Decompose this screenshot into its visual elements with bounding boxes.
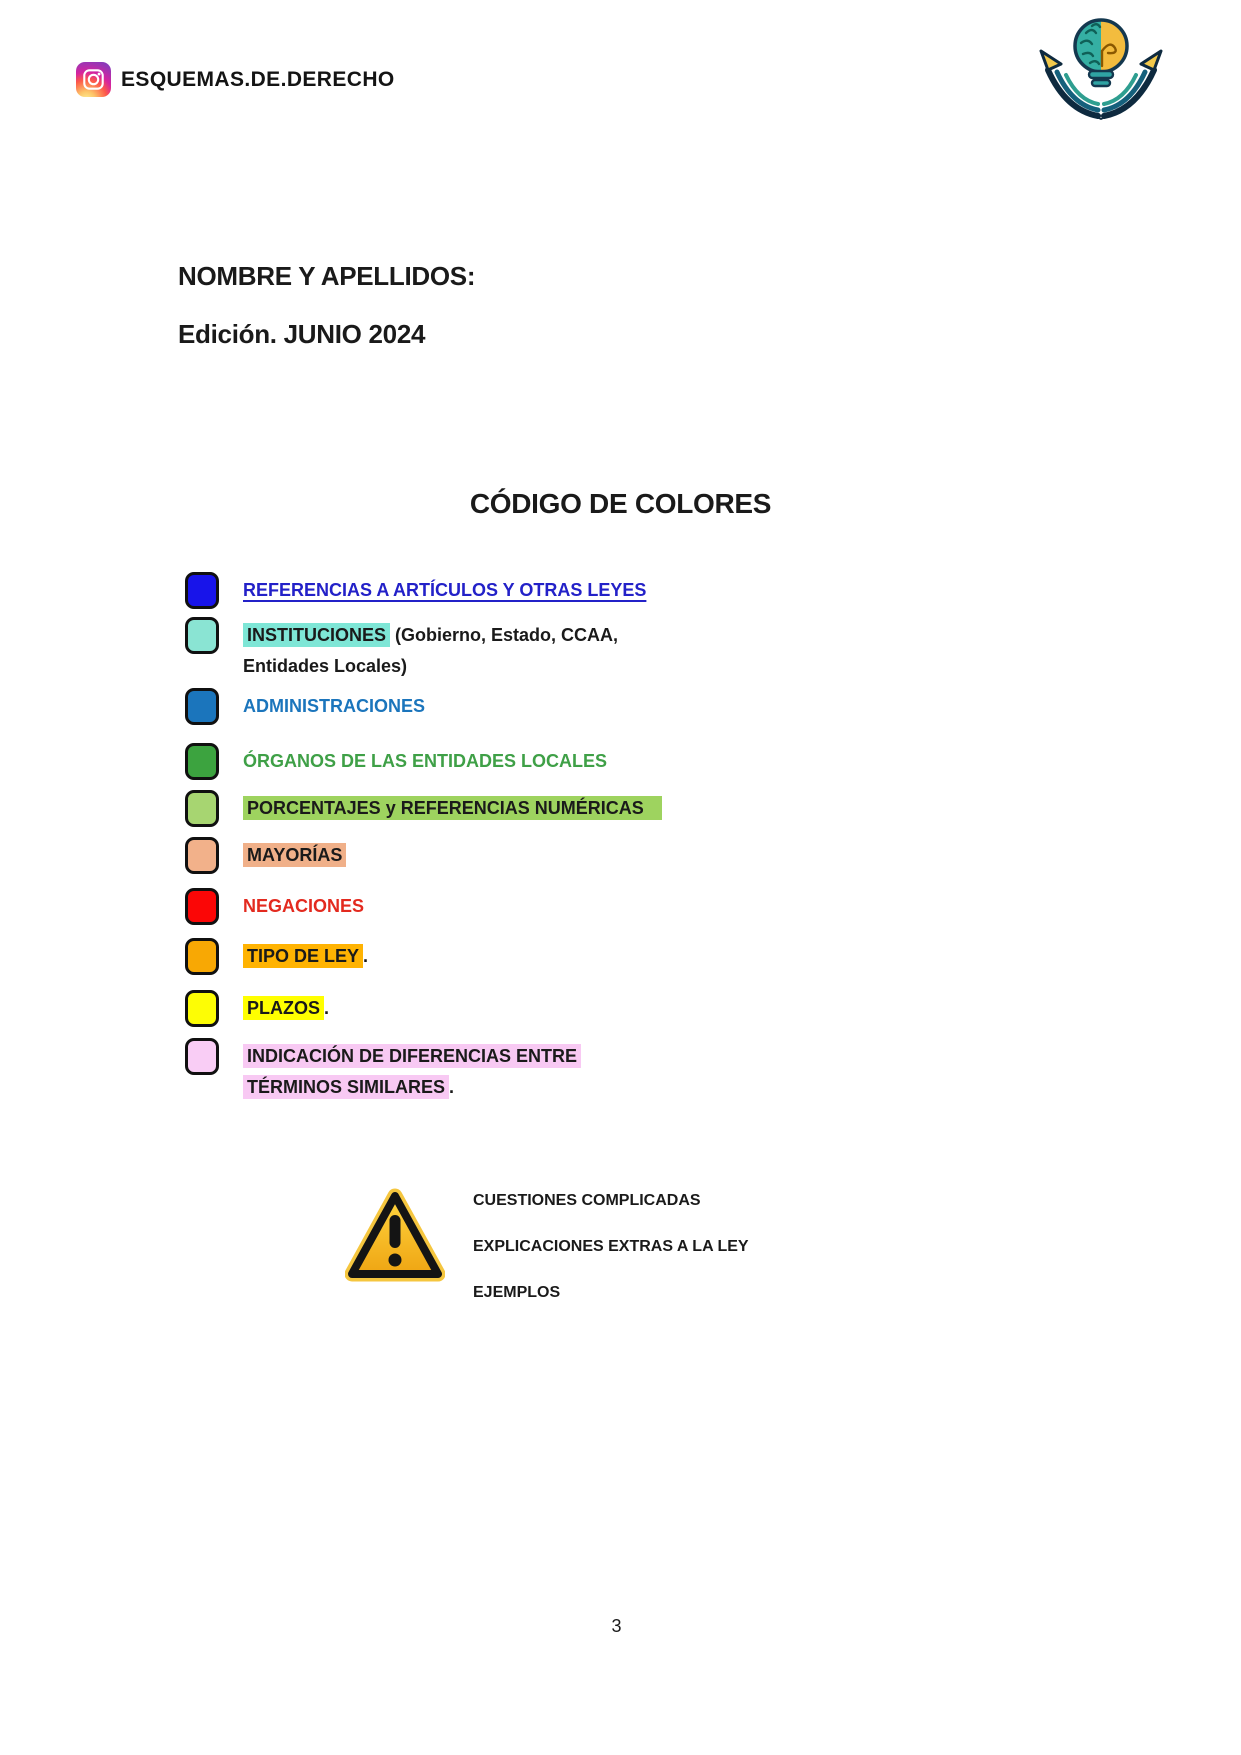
- legend-label: [243, 1038, 581, 1103]
- color-code-legend: [185, 565, 945, 1135]
- legend-label: [243, 617, 618, 682]
- color-swatch: [185, 837, 219, 874]
- legend-text-segment: MAYORÍAS: [243, 843, 346, 867]
- legend-text-segment: Entidades Locales): [243, 656, 408, 676]
- brand-logo-book-bulb-icon: [1036, 14, 1166, 130]
- color-swatch: [185, 688, 219, 725]
- legend-text-segment: ADMINISTRACIONES: [243, 696, 426, 716]
- color-swatch: [185, 888, 219, 925]
- legend-text-segment: TIPO DE LEY: [243, 944, 363, 968]
- legend-item-negaciones: [185, 888, 364, 925]
- legend-item-plazos: [185, 990, 329, 1027]
- warning-triangle-icon: [345, 1188, 445, 1284]
- instagram-icon: [76, 62, 111, 97]
- warning-line: CUESTIONES COMPLICADAS: [473, 1192, 701, 1209]
- color-swatch: [185, 617, 219, 654]
- legend-label: [243, 743, 607, 777]
- color-swatch: [185, 990, 219, 1027]
- legend-text-segment: NEGACIONES: [243, 896, 365, 916]
- legend-item-indicacion-diferencias: [185, 1038, 581, 1103]
- page-number: 3: [611, 1616, 622, 1636]
- legend-text-segment: .: [324, 998, 330, 1018]
- legend-label: [243, 990, 329, 1024]
- legend-item-administraciones: [185, 688, 425, 725]
- edition-label: Edición. JUNIO 2024: [178, 319, 426, 349]
- legend-text-segment: .: [449, 1077, 455, 1097]
- color-swatch: [185, 743, 219, 780]
- legend-text-segment: PORCENTAJES y REFERENCIAS NUMÉRICAS: [243, 796, 662, 820]
- warning-line: EXPLICACIONES EXTRAS A LA LEY: [473, 1238, 749, 1255]
- legend-item-referencias-articulos: [185, 572, 646, 609]
- color-swatch: [185, 938, 219, 975]
- legend-text-segment: REFERENCIAS A ARTÍCULOS Y OTRAS LEYES: [243, 580, 647, 600]
- legend-label: [243, 572, 646, 606]
- color-code-title: CÓDIGO DE COLORES: [469, 488, 772, 519]
- legend-label: [243, 688, 425, 722]
- legend-text-segment: (Gobierno, Estado, CCAA,: [390, 625, 619, 645]
- legend-item-porcentajes-referencias-numericas: [185, 790, 662, 827]
- camera-glyph: [82, 68, 105, 91]
- legend-text-segment: TÉRMINOS SIMILARES: [243, 1075, 449, 1099]
- legend-text-segment: ÓRGANOS DE LAS ENTIDADES LOCALES: [243, 751, 608, 771]
- legend-label: [243, 790, 662, 824]
- legend-label: [243, 888, 364, 922]
- legend-text-segment: .: [363, 946, 369, 966]
- legend-text-segment: INDICACIÓN DE DIFERENCIAS ENTRE: [243, 1044, 581, 1068]
- legend-item-organos-entidades-locales: [185, 743, 607, 780]
- instagram-handle: ESQUEMAS.DE.DERECHO: [121, 68, 395, 91]
- color-swatch: [185, 1038, 219, 1075]
- legend-label: [243, 938, 368, 972]
- color-swatch: [185, 790, 219, 827]
- legend-label: [243, 837, 346, 871]
- legend-item-mayorias: [185, 837, 346, 874]
- color-swatch: [185, 572, 219, 609]
- legend-item-instituciones: [185, 617, 618, 682]
- legend-item-tipo-de-ley: [185, 938, 368, 975]
- warning-line: EJEMPLOS: [473, 1284, 561, 1301]
- legend-text-segment: PLAZOS: [243, 996, 324, 1020]
- name-label: NOMBRE Y APELLIDOS:: [178, 261, 476, 291]
- legend-text-segment: INSTITUCIONES: [243, 623, 390, 647]
